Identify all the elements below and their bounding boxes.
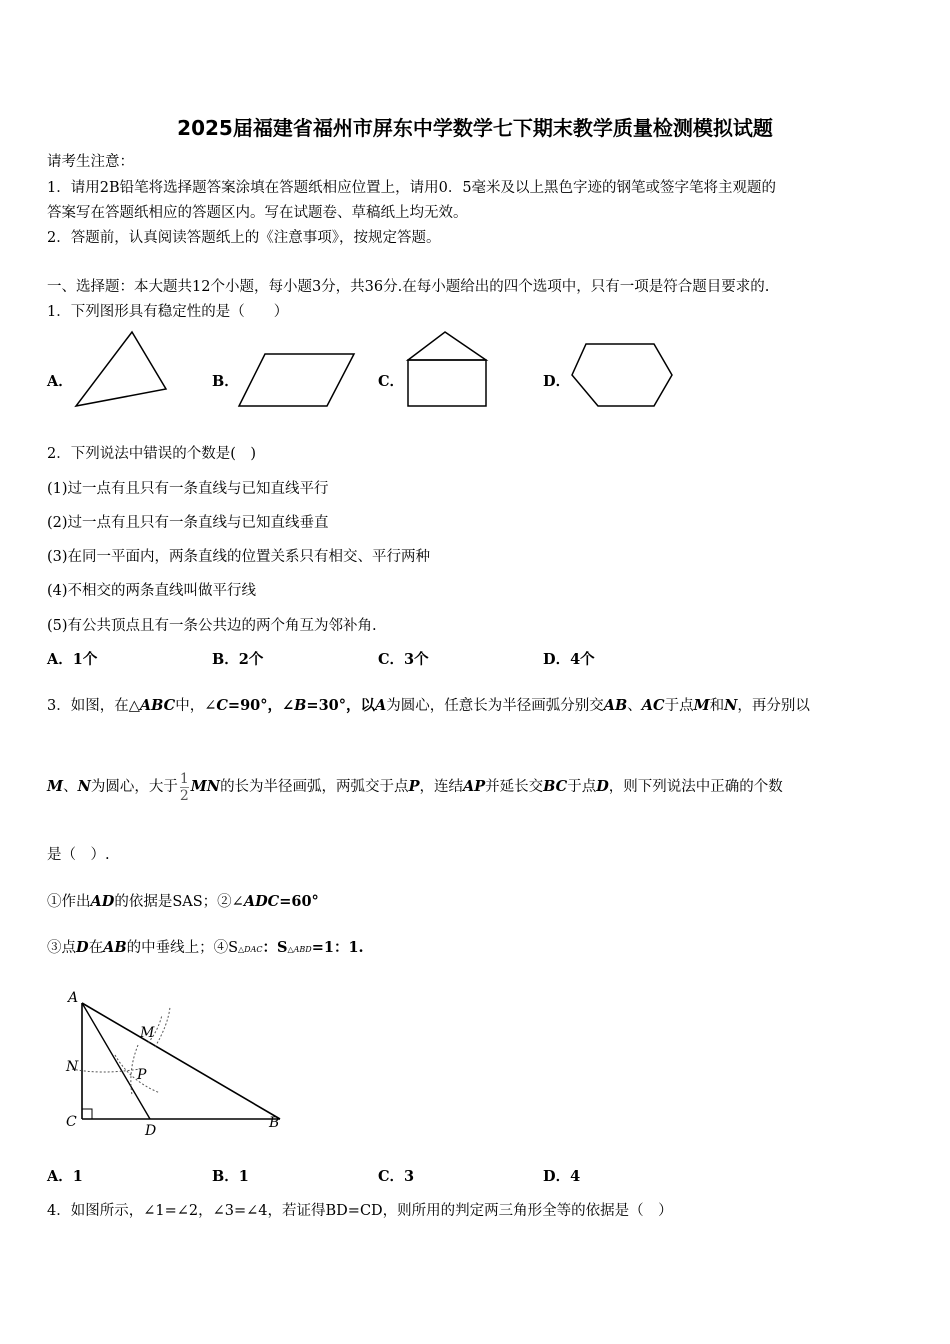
q1-parallelogram-figure bbox=[235, 350, 360, 410]
q3-stem-line-2: M、N为圆心，大于 $\frac{1}{2}$ MN的长为半径画弧，两弧交于点P，连结AP并延长交BC于点D，则下列说法中正确的个数 bbox=[47, 770, 783, 804]
q3-option-b: B．1 bbox=[212, 1168, 249, 1185]
q2-item-5: (5)有公共顶点且有一条公共边的两个角互为邻补角. bbox=[47, 618, 377, 634]
label-n: N bbox=[66, 1059, 79, 1075]
q3-statement-3-4: ③点D在AB的中垂线上；④S△DAC：S△ABD=1：1. bbox=[47, 939, 364, 956]
q2-option-d: D．4个 bbox=[543, 651, 595, 668]
q2-item-1: (1)过一点有且只有一条直线与已知直线平行 bbox=[47, 481, 329, 497]
q2-option-b: B．2个 bbox=[212, 651, 264, 668]
q1-option-a-label: A． bbox=[47, 373, 73, 390]
one-half-fraction: $\frac{1}{2}$ bbox=[179, 770, 189, 804]
q2-option-a: A．1个 bbox=[47, 651, 98, 668]
q4-stem: 4．如图所示，∠1=∠2，∠3=∠4，若证得BD=CD，则所用的判定两三角形全等的依据是（ ） bbox=[47, 1203, 673, 1219]
q1-option-c-label: C． bbox=[378, 373, 405, 390]
q3-stem-line-3: 是（ ）. bbox=[47, 847, 110, 863]
notice-line-1b: 答案写在答题纸相应的答题区内。写在试题卷、草稿纸上均无效。 bbox=[47, 205, 468, 221]
q2-item-4: (4)不相交的两条直线叫做平行线 bbox=[47, 583, 257, 599]
q2-item-3: (3)在同一平面内，两条直线的位置关系只有相交、平行两种 bbox=[47, 549, 431, 565]
q3-statement-1-2: ①作出AD的依据是SAS；②∠ADC=60° bbox=[47, 893, 319, 910]
notice-line-1: 1．请用2B铅笔将选择题答案涂填在答题纸相应位置上，请用0．5毫米及以上黑色字迹的钢笔或签字笔将主观题的 bbox=[47, 180, 777, 196]
q2-option-c: C．3个 bbox=[378, 651, 429, 668]
q1-option-b-label: B． bbox=[212, 373, 239, 390]
label-m: M bbox=[140, 1025, 155, 1041]
label-d: D bbox=[145, 1123, 157, 1139]
arc-m-2 bbox=[155, 1007, 170, 1047]
label-c: C bbox=[66, 1114, 77, 1130]
q1-option-d-label: D． bbox=[543, 373, 571, 390]
q3-option-d: D．4 bbox=[543, 1168, 581, 1185]
q1-house-figure bbox=[402, 328, 494, 412]
section-heading: 一、选择题：本大题共12个小题，每小题3分，共36分.在每小题给出的四个选项中，只有一项是符合题目要求的. bbox=[47, 279, 770, 295]
notice-heading: 请考生注意： bbox=[47, 154, 134, 170]
right-angle-mark bbox=[82, 1109, 92, 1119]
label-a: A bbox=[68, 990, 79, 1006]
q3-option-a: A．1 bbox=[47, 1168, 83, 1185]
q2-item-2: (2)过一点有且只有一条直线与已知直线垂直 bbox=[47, 515, 329, 531]
side-ab bbox=[82, 1003, 280, 1119]
q1-stem: 1．下列图形具有稳定性的是（ ） bbox=[47, 304, 289, 320]
notice-line-2: 2．答题前，认真阅读答题纸上的《注意事项》，按规定答题。 bbox=[47, 230, 441, 246]
q3-stem-line-1: 3．如图，在△ABC中，∠C=90°，∠B=30°，以A为圆心，任意长为半径画弧分别交AB、AC于点M和N，再分别以 bbox=[47, 697, 810, 714]
page-title: 2025届福建省福州市屏东中学数学七下期末教学质量检测模拟试题 bbox=[177, 116, 773, 140]
q3-option-c: C．3 bbox=[378, 1168, 415, 1185]
q1-hexagon-figure bbox=[566, 340, 678, 412]
q3-triangle-figure bbox=[60, 985, 292, 1140]
q1-triangle-figure bbox=[70, 326, 170, 412]
label-b: B bbox=[269, 1115, 280, 1131]
segment-ad bbox=[82, 1003, 150, 1119]
label-p: P bbox=[137, 1067, 147, 1083]
q2-stem: 2．下列说法中错误的个数是( ) bbox=[47, 446, 257, 462]
